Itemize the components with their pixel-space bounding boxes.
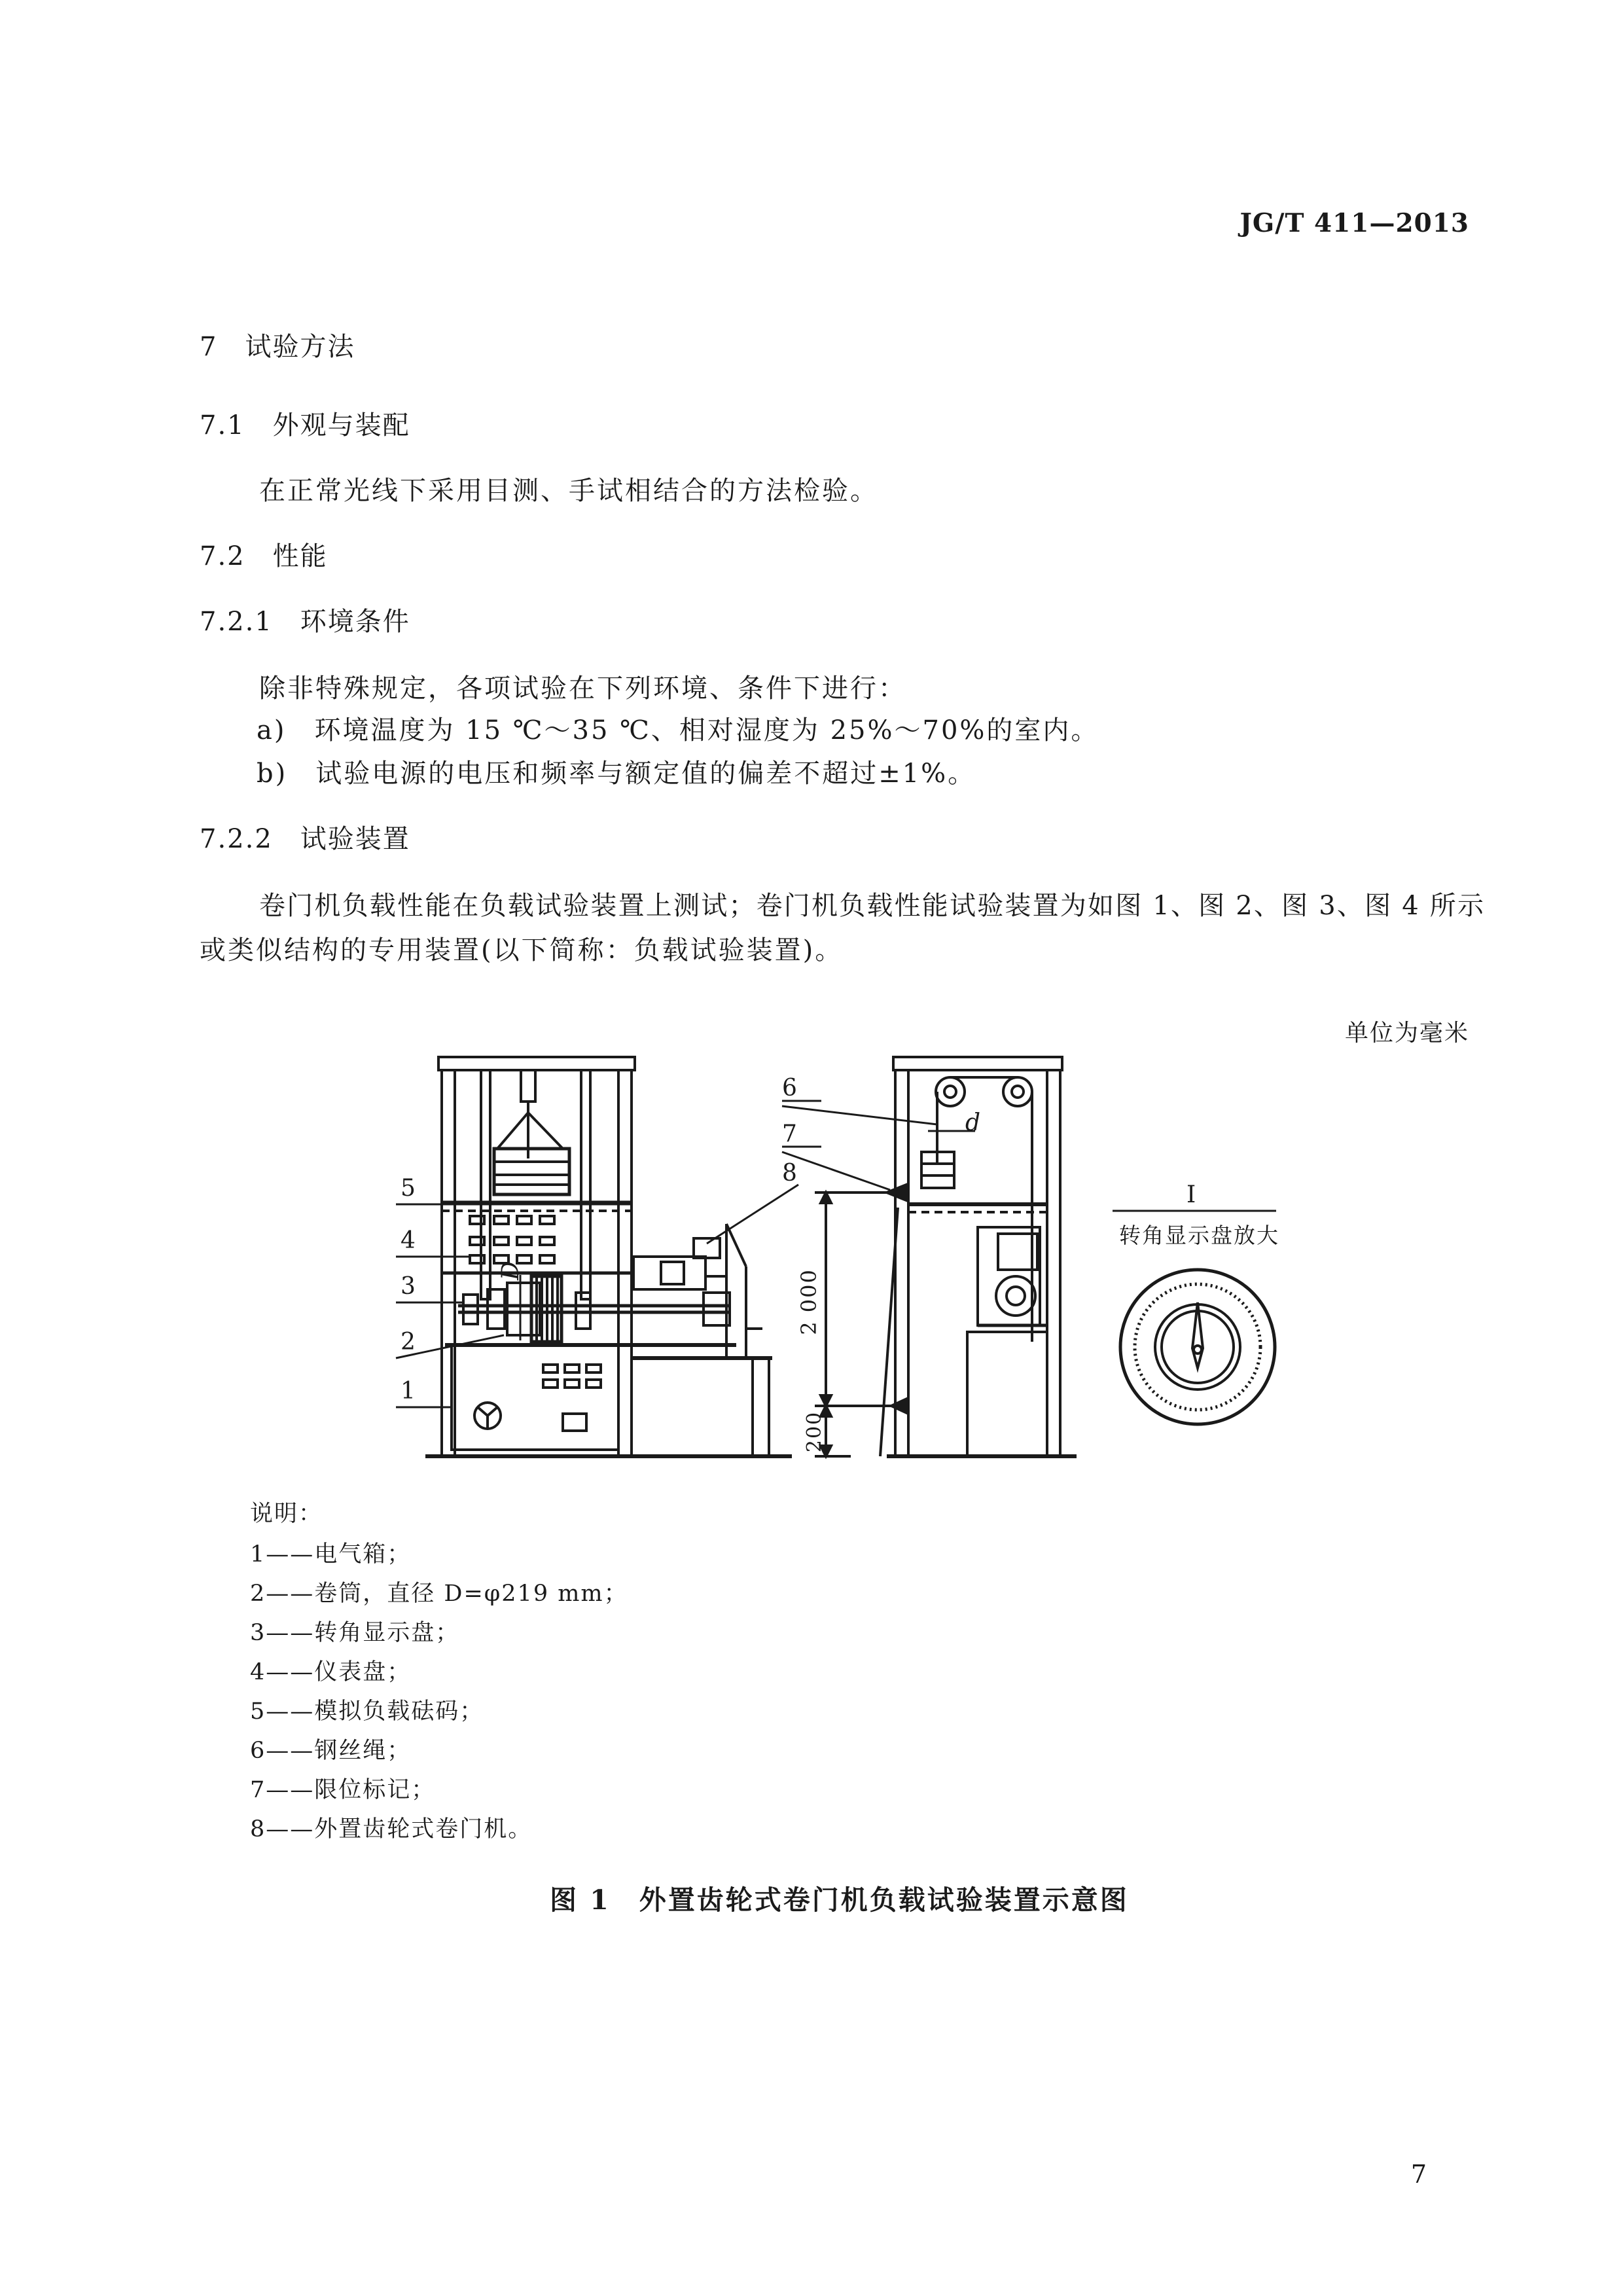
standard-code: JG/T 411—2013 <box>1240 208 1469 238</box>
section-7-heading: 7 试验方法 <box>200 332 355 362</box>
section-7-1-text: 在正常光线下采用目测、手试相结合的方法检验。 <box>259 476 878 506</box>
figure-label-4: 4 <box>401 1227 417 1254</box>
legend-item-4: 4——仪表盘； <box>250 1659 412 1685</box>
figure-label-1: 1 <box>401 1378 417 1405</box>
section-7-2-1-item-a: a) 环境温度为 15 ℃～35 ℃、相对湿度为 25%～70%的室内。 <box>257 715 1099 745</box>
legend-item-8: 8——外置齿轮式卷门机。 <box>250 1816 533 1842</box>
figure-label-3: 3 <box>401 1273 417 1300</box>
section-7-2-heading: 7.2 性能 <box>200 541 328 571</box>
figure-label-5: 5 <box>401 1175 417 1202</box>
figure-label-8: 8 <box>782 1160 798 1187</box>
figure-caption: 图 1 外置齿轮式卷门机负载试验装置示意图 <box>550 1884 1129 1916</box>
legend-item-6: 6——钢丝绳； <box>250 1738 412 1764</box>
section-7-2-1-heading: 7.2.1 环境条件 <box>200 607 410 637</box>
legend-item-5: 5——模拟负载砝码； <box>250 1698 484 1725</box>
detail-title: 转角显示盘放大 <box>1119 1223 1279 1248</box>
figure-label-6: 6 <box>782 1075 798 1102</box>
legend-item-2: 2——卷筒，直径 D=φ219 mm； <box>250 1581 628 1607</box>
dimension-D: D <box>497 1260 524 1280</box>
section-7-2-1-item-b: b) 试验电源的电压和频率与额定值的偏差不超过±1%。 <box>257 759 976 789</box>
legend-title: 说明： <box>250 1501 323 1527</box>
dimension-200: 200 <box>803 1410 827 1453</box>
section-7-2-2-text-line1: 卷门机负载性能在负载试验装置上测试；卷门机负载性能试验装置为如图 1、图 2、图 3、图 4 所示 <box>259 891 1486 921</box>
figure-label-2: 2 <box>401 1329 417 1355</box>
dimension-d: d <box>965 1109 982 1136</box>
dimension-2000: 2 000 <box>796 1268 821 1335</box>
section-7-2-2-heading: 7.2.2 试验装置 <box>200 824 410 854</box>
section-7-2-1-intro: 除非特殊规定，各项试验在下列环境、条件下进行： <box>259 673 906 704</box>
legend-item-3: 3——转角显示盘； <box>250 1620 460 1646</box>
page-number: 7 <box>1410 2160 1427 2189</box>
section-7-2-2-text-line2: 或类似结构的专用装置(以下简称：负载试验装置)。 <box>200 935 844 965</box>
section-7-1-heading: 7.1 外观与装配 <box>200 410 410 440</box>
figure-label-7: 7 <box>782 1121 798 1147</box>
legend-item-7: 7——限位标记； <box>250 1777 436 1803</box>
unit-note: 单位为毫米 <box>1344 1020 1469 1047</box>
legend-item-1: 1——电气箱； <box>250 1541 412 1568</box>
detail-mark: I <box>1186 1181 1198 1208</box>
